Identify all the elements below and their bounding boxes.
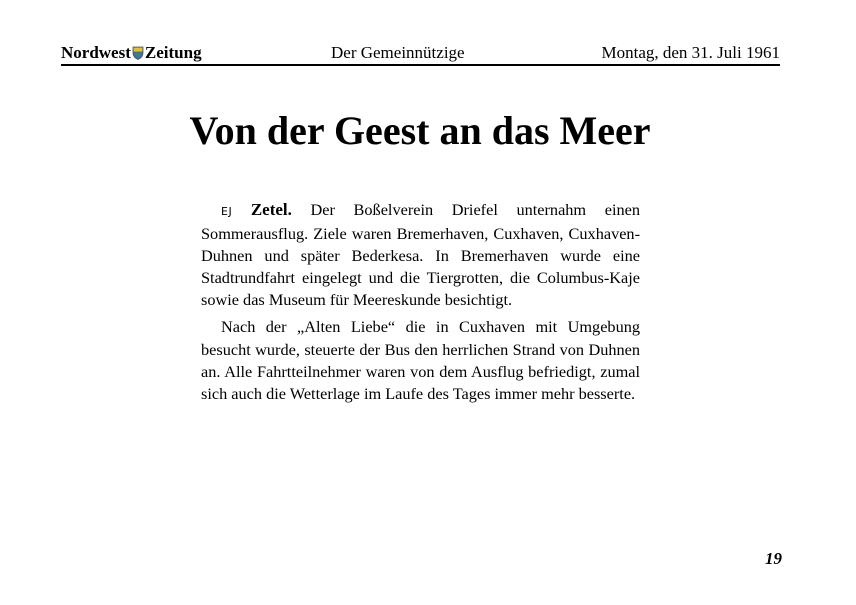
masthead-right-text: Zeitung [144, 43, 202, 62]
article-paragraph [201, 199, 640, 311]
section-title: Der Gemeinnützige [331, 43, 465, 62]
coat-of-arms-icon [132, 46, 144, 60]
newspaper-masthead [61, 43, 202, 63]
issue-date: Montag, den 31. Juli 1961 [601, 43, 780, 62]
article-body [201, 199, 640, 405]
article-paragraph: Nach der „Alten Liebe“ die in Cuxhaven mit Umgebung besucht wurde, steuerte der Bus den herrlichen Strand von Duhnen an. Alle Fahrtteilnehmer waren von dem Ausflug befriedigt, zumal sich auch die Wetterlage im Laufe des Tages immer mehr besserte. [201, 317, 640, 403]
page-header [61, 42, 780, 66]
dateline-place: Zetel. [250, 200, 292, 219]
masthead-left-text: Nordwest [61, 43, 131, 62]
paragraph-text: Der Boßelverein Driefel unternahm einen Sommerausflug. Ziele waren Bremerhaven, Cuxhaven, Cuxhaven-Duhnen und später Bederkesa. In Bremerhaven wurde eine Stadtrundfahrt eingelegt und die Tiergrotten, die Columbus-Kaje sowie das Museum für Meereskunde besichtigt. [201, 200, 640, 310]
author-mark: EJ [221, 205, 233, 218]
article-headline: Von der Geest an das Meer [189, 108, 651, 153]
page-number: 19 [765, 549, 782, 568]
